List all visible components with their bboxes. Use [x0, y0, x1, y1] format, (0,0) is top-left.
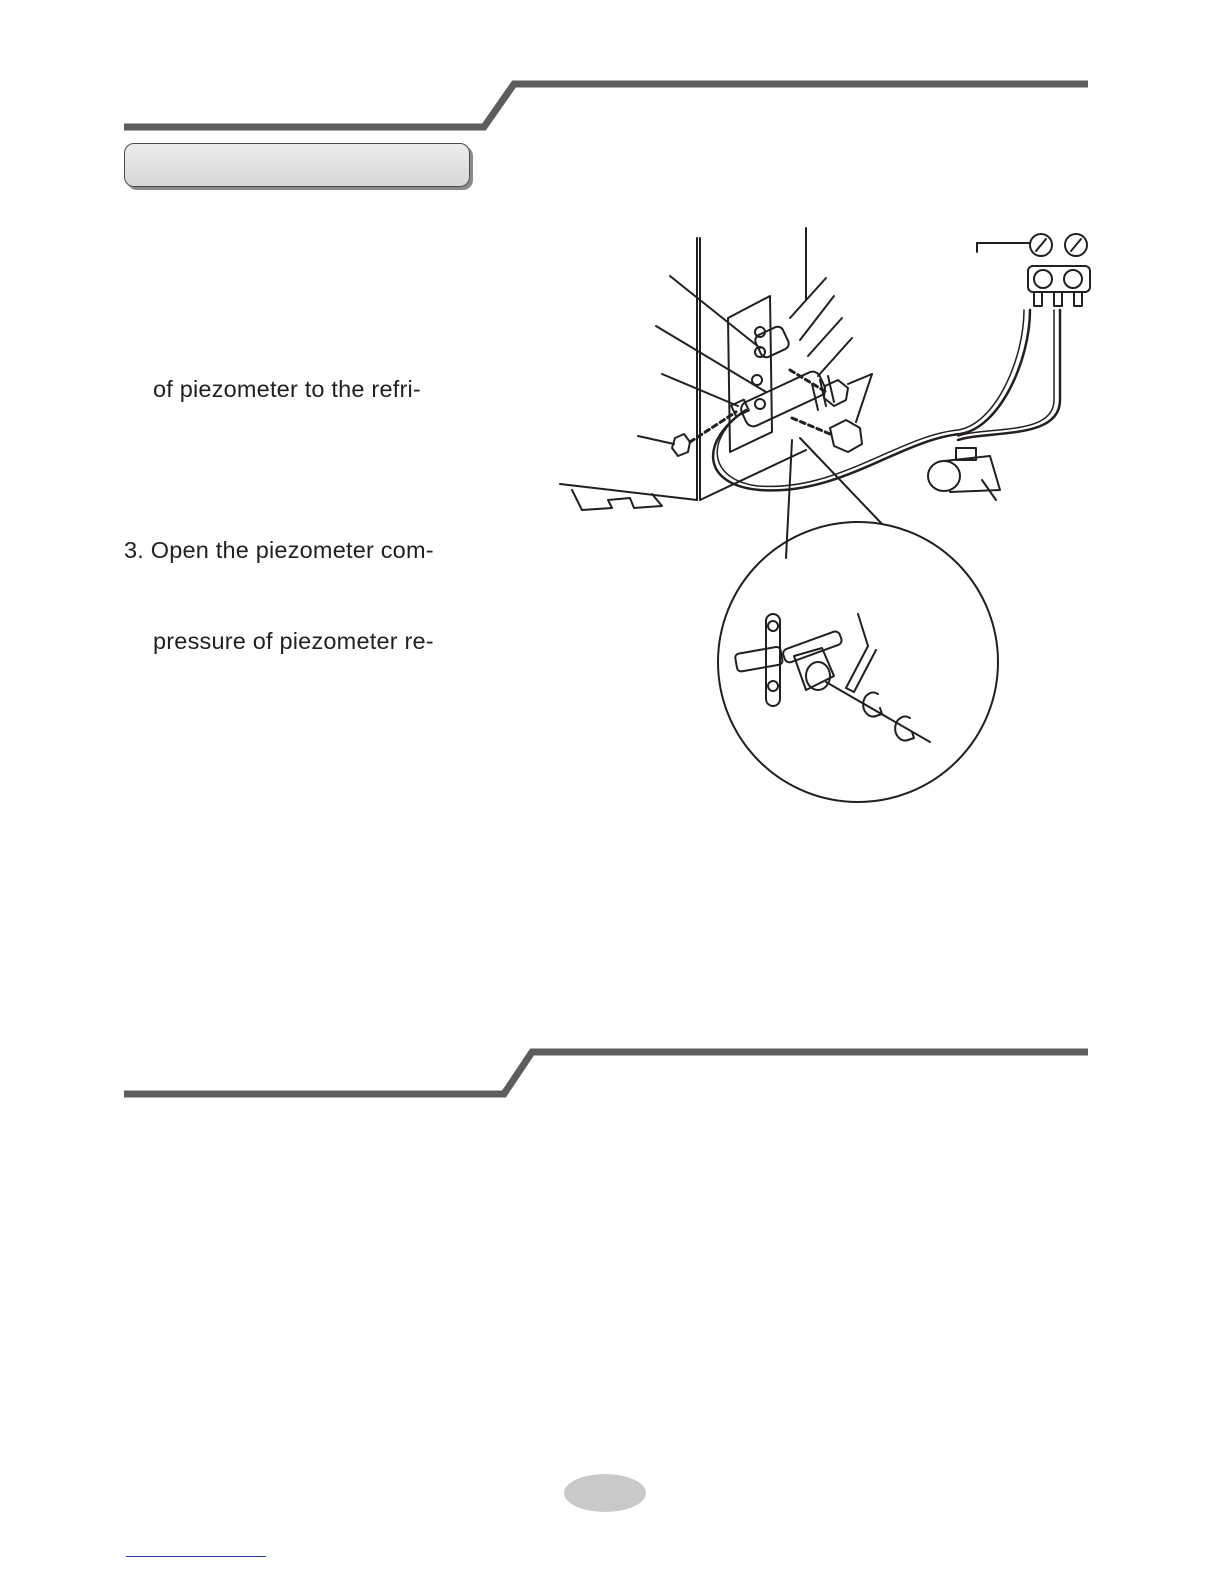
section-title-tab	[124, 143, 470, 187]
hex-wrench-icon	[846, 614, 876, 692]
manifold-gauge-icon	[977, 234, 1090, 306]
step-text-line-1: of piezometer to the refri-	[153, 376, 421, 402]
footer-link-underline[interactable]	[126, 1556, 266, 1557]
step-text-line-2: 3. Open the piezometer com-	[124, 537, 434, 563]
vacuum-connection-figure	[550, 210, 1110, 810]
bottom-header-rule	[124, 1052, 1088, 1094]
outdoor-unit-icon	[560, 228, 852, 510]
step-text-line-3: pressure of piezometer re-	[153, 628, 434, 654]
rotate-arrow-icon	[863, 692, 914, 740]
top-header-rule	[124, 84, 1088, 127]
vacuum-pump-icon	[928, 448, 1000, 500]
page-number-badge	[564, 1474, 646, 1512]
